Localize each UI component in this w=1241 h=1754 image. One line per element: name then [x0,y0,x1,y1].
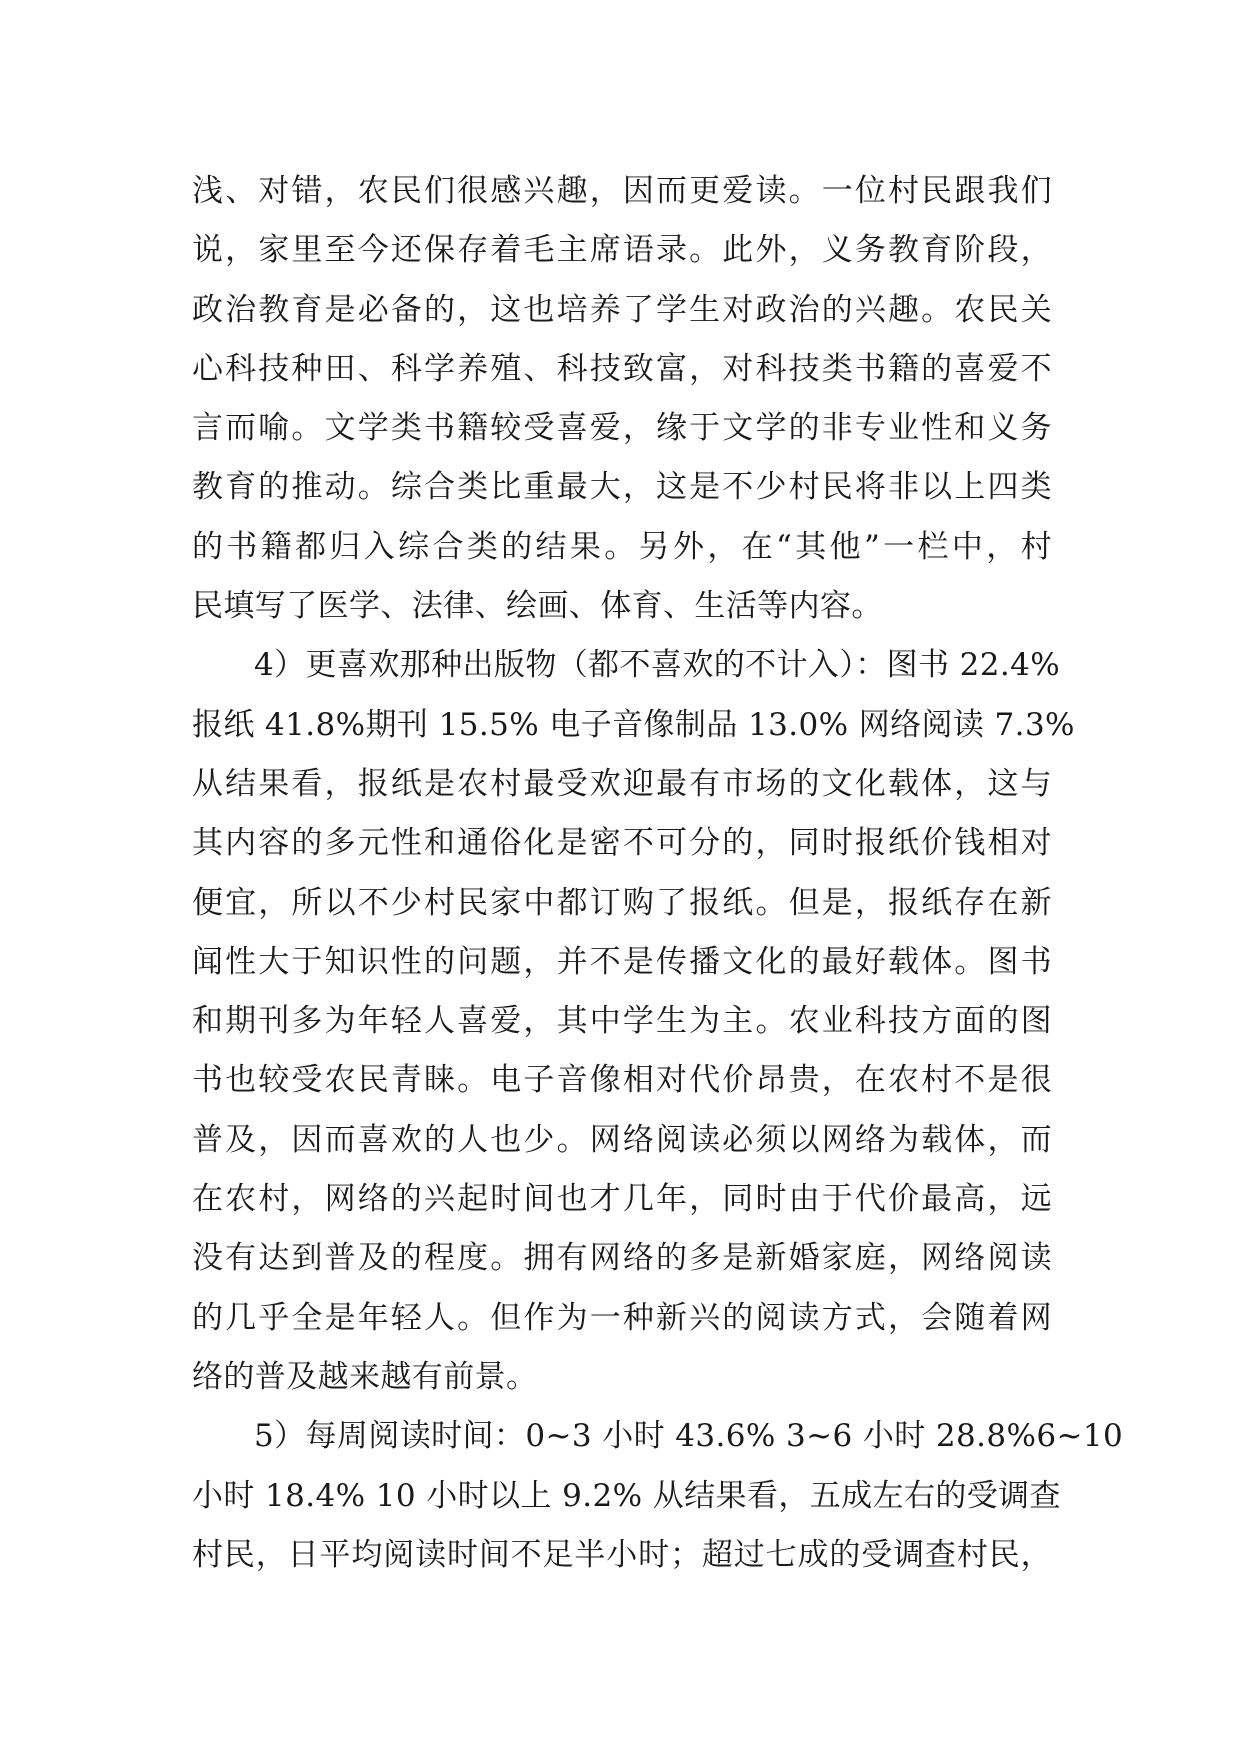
text-line: 的书籍都归入综合类的结果。另外，在“其他”一栏中，村 [192,528,1052,565]
text-line: 教育的推动。综合类比重最大，这是不少村民将非以上四类 [192,469,1052,506]
text-line: 没有达到普及的程度。拥有网络的多是新婚家庭，网络阅读 [192,1240,1052,1277]
text-line: 闻性大于知识性的问题，并不是传播文化的最好载体。图书 [192,943,1052,980]
text-line: 报纸 41.8%期刊 15.5% 电子音像制品 13.0% 网络阅读 7.3% [192,706,1075,743]
body-text [192,162,1124,1585]
text-line: 和期刊多为年轻人喜爱，其中学生为主。农业科技方面的图 [192,1003,1052,1040]
text-line: 4）更喜欢那种出版物（都不喜欢的不计入）：图书 22.4% [254,647,1061,684]
text-line: 便宜，所以不少村民家中都订购了报纸。但是，报纸存在新 [192,884,1052,921]
text-line: 说，家里至今还保存着毛主席语录。此外，义务教育阶段， [192,232,1052,269]
text-line: 其内容的多元性和通俗化是密不可分的，同时报纸价钱相对 [192,825,1052,862]
text-line: 的几乎全是年轻人。但作为一种新兴的阅读方式，会随着网 [192,1299,1052,1336]
text-line: 民填写了医学、法律、绘画、体育、生活等内容。 [192,588,883,625]
text-line: 络的普及越来越有前景。 [192,1358,538,1395]
text-line: 小时 18.4% 10 小时以上 9.2% 从结果看，五成左右的受调查 [192,1477,1061,1514]
text-line: 从结果看，报纸是农村最受欢迎最有市场的文化载体，这与 [192,765,1052,802]
text-line: 5）每周阅读时间：0~3 小时 43.6% 3~6 小时 28.8%6~10 [254,1418,1124,1455]
text-line: 政治教育是必备的，这也培养了学生对政治的兴趣。农民关 [192,291,1052,328]
text-line: 村民，日平均阅读时间不足半小时；超过七成的受调查村民， [192,1536,1052,1573]
text-line: 言而喻。文学类书籍较受喜爱，缘于文学的非专业性和义务 [192,410,1052,447]
text-line: 普及，因而喜欢的人也少。网络阅读必须以网络为载体，而 [192,1121,1052,1158]
text-line: 在农村，网络的兴起时间也才几年，同时由于代价最高，远 [192,1181,1052,1218]
text-line: 书也较受农民青睐。电子音像相对代价昂贵，在农村不是很 [192,1062,1052,1099]
text-line: 浅、对错，农民们很感兴趣，因而更爱读。一位村民跟我们 [192,173,1052,209]
text-line: 心科技种田、科学养殖、科技致富，对科技类书籍的喜爱不 [192,350,1052,387]
